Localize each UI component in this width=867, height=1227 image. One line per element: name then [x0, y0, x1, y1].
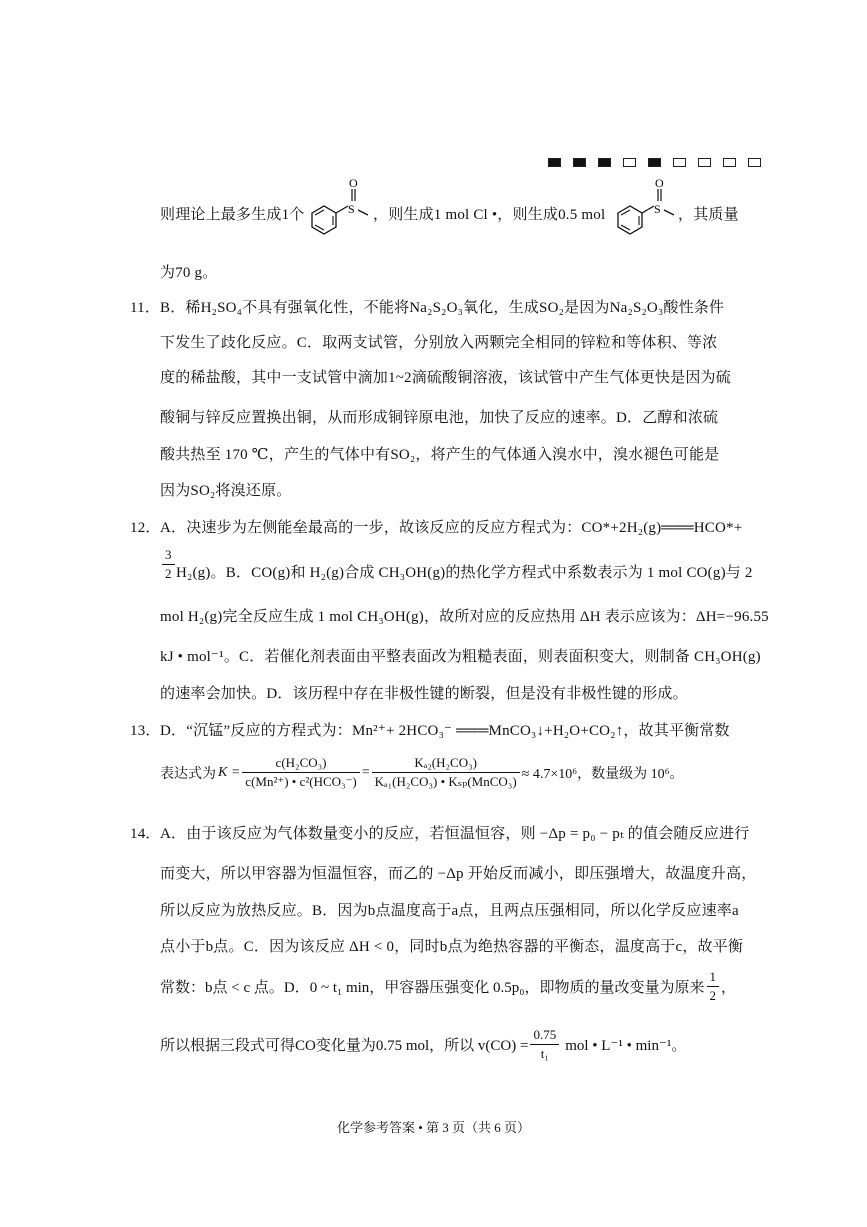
q13-equals: = [361, 764, 370, 780]
progress-square [573, 158, 586, 167]
q14-line-6-wrapper [160, 1026, 686, 1063]
q10-tail-d: 为70 g。 [160, 265, 218, 281]
methyl-phenyl-sulfoxide-structure-1 [300, 175, 380, 245]
svg-text:S: S [348, 202, 355, 216]
q13-line-1: D．“沉锰”反应的方程式为：Mn²⁺+ 2HCO₃⁻ ═══MnCO₃↓+H₂O+CO₂↑，故其平衡常数 [160, 723, 730, 739]
q12-line-5: 的速率会加快。D．该历程中存在非极性键的断裂，但是没有非极性键的形成。 [160, 686, 688, 702]
q13-fraction-1-numerator: c(H₂CO₃) [242, 754, 359, 773]
q12-fraction-3-2 [160, 546, 177, 583]
q11-line-6: 因为SO₂将溴还原。 [160, 483, 292, 499]
methyl-phenyl-sulfoxide-structure-2 [606, 175, 686, 245]
fraction-denominator: 2 [165, 566, 172, 581]
q13-k-symbol: K = [218, 764, 241, 780]
q13-fraction-1-denominator: c(Mn²⁺) • c²(HCO₃⁻) [245, 774, 357, 789]
q10-tail-b: ，则生成1 mol Cl •，则生成0.5 mol [373, 207, 606, 223]
fraction-numerator: 3 [162, 546, 175, 565]
q12-line-4: kJ • mol⁻¹。C．若催化剂表面由平整表面改为粗糙表面，则表面积变大，则制备 CH₃OH(g) [160, 649, 761, 665]
q14-line-6-a: 所以根据三段式可得CO变化量为0.75 mol，所以 v(CO) = [160, 1038, 529, 1054]
progress-square [723, 158, 736, 167]
q11-line-2: 下发生了歧化反应。C．取两支试管，分别放入两颗完全相同的锌粒和等体积、等浓 [160, 335, 718, 351]
q11-line-1: B．稀H₂SO₄不具有强氧化性，不能将Na₂S₂O₃氧化，生成SO₂是因为Na₂S₂O₃酸性条件 [160, 300, 725, 316]
progress-square [648, 158, 661, 167]
q11-line-3: 度的稀盐酸，其中一支试管中滴加1~2滴硫酸铜溶液，该试管中产生气体更快是因为硫 [160, 370, 731, 386]
svg-text:O: O [349, 176, 358, 190]
q14-half-numerator: 1 [707, 968, 720, 987]
page-footer: 化学参考答案 • 第 3 页（共 6 页） [336, 1120, 531, 1135]
svg-text:O: O [655, 176, 664, 190]
q11-number: 11． [130, 300, 161, 316]
svg-text:S: S [654, 202, 661, 216]
progress-square [673, 158, 686, 167]
q14-rate-numerator: 0.75 [530, 1026, 559, 1045]
q12-line-2: H₂(g)。B．CO(g)和 H₂(g)合成 CH₃OH(g)的热化学方程式中系数表示为 1 mol CO(g)与 2 [176, 565, 753, 581]
q14-line-6-b: mol • L⁻¹ • min⁻¹。 [565, 1038, 687, 1054]
progress-square [548, 158, 561, 167]
q14-line-3: 所以反应为放热反应。B．因为b点温度高于a点，且两点压强相同，所以化学反应速率a [160, 903, 739, 919]
progress-square [623, 158, 636, 167]
q14-half-denominator: 2 [709, 988, 717, 1003]
q13-fraction-2-numerator: Kₐ₂(H₂CO₃) [372, 754, 520, 773]
q10-tail-c: ，其质量 [678, 207, 739, 223]
progress-square [598, 158, 611, 167]
progress-square [748, 158, 761, 167]
q11-line-5: 酸共热至 170 ℃，产生的气体中有SO₂，将产生的气体通入溴水中，溴水褪色可能是 [160, 447, 720, 463]
q12-line-3: mol H₂(g)完全反应生成 1 mol CH₃OH(g)，故所对应的反应热用 ΔH 表示应该为：ΔH=−96.55 [160, 609, 769, 625]
q14-line-5-end: ， [721, 980, 737, 996]
q14-number: 14． [130, 826, 161, 842]
q14-line-5-wrapper [160, 968, 736, 1005]
q14-line-5: 常数：b点 < c 点。D．0 ~ t₁ min，甲容器压强变化 0.5p₀，即物质的量改变量为原来 [160, 980, 705, 996]
q11-line-4: 酸铜与锌反应置换出铜，从而形成铜锌原电池，加快了反应的速率。D．乙醇和浓硫 [160, 410, 719, 426]
q13-number: 13． [130, 723, 161, 739]
q13-approx-value: ≈ 4.7×10⁶，数量级为 10⁶。 [521, 766, 684, 782]
q14-line-1: A．由于该反应为气体数量变小的反应，若恒温恒容，则 −Δp = p₀ − pₜ 的值会随反应进行 [160, 826, 750, 842]
q14-rate-denominator: t₁ [540, 1046, 549, 1061]
q13-fraction-2-denominator: Kₐ₁(H₂CO₃) • Kₛₚ(MnCO₃) [374, 774, 517, 789]
q12-line-1: A．决速步为左侧能垒最高的一步，故该反应的反应方程式为：CO*+2H₂(g)═══HCO*+ [160, 520, 743, 536]
q13-expression-label: 表达式为 [160, 766, 216, 782]
q14-line-2: 而变大，所以甲容器为恒温恒容，而乙的 −Δp 开始反而减小，即压强增大，故温度升高， [160, 866, 757, 882]
q10-tail-a: 则理论上最多生成1个 [160, 207, 305, 223]
q12-number: 12． [130, 520, 161, 536]
q13-equilibrium-expression [160, 754, 684, 791]
progress-square [698, 158, 711, 167]
q14-line-4: 点小于b点。C．因为该反应 ΔH < 0，同时b点为绝热容器的平衡态，温度高于c，故平衡 [160, 939, 744, 955]
